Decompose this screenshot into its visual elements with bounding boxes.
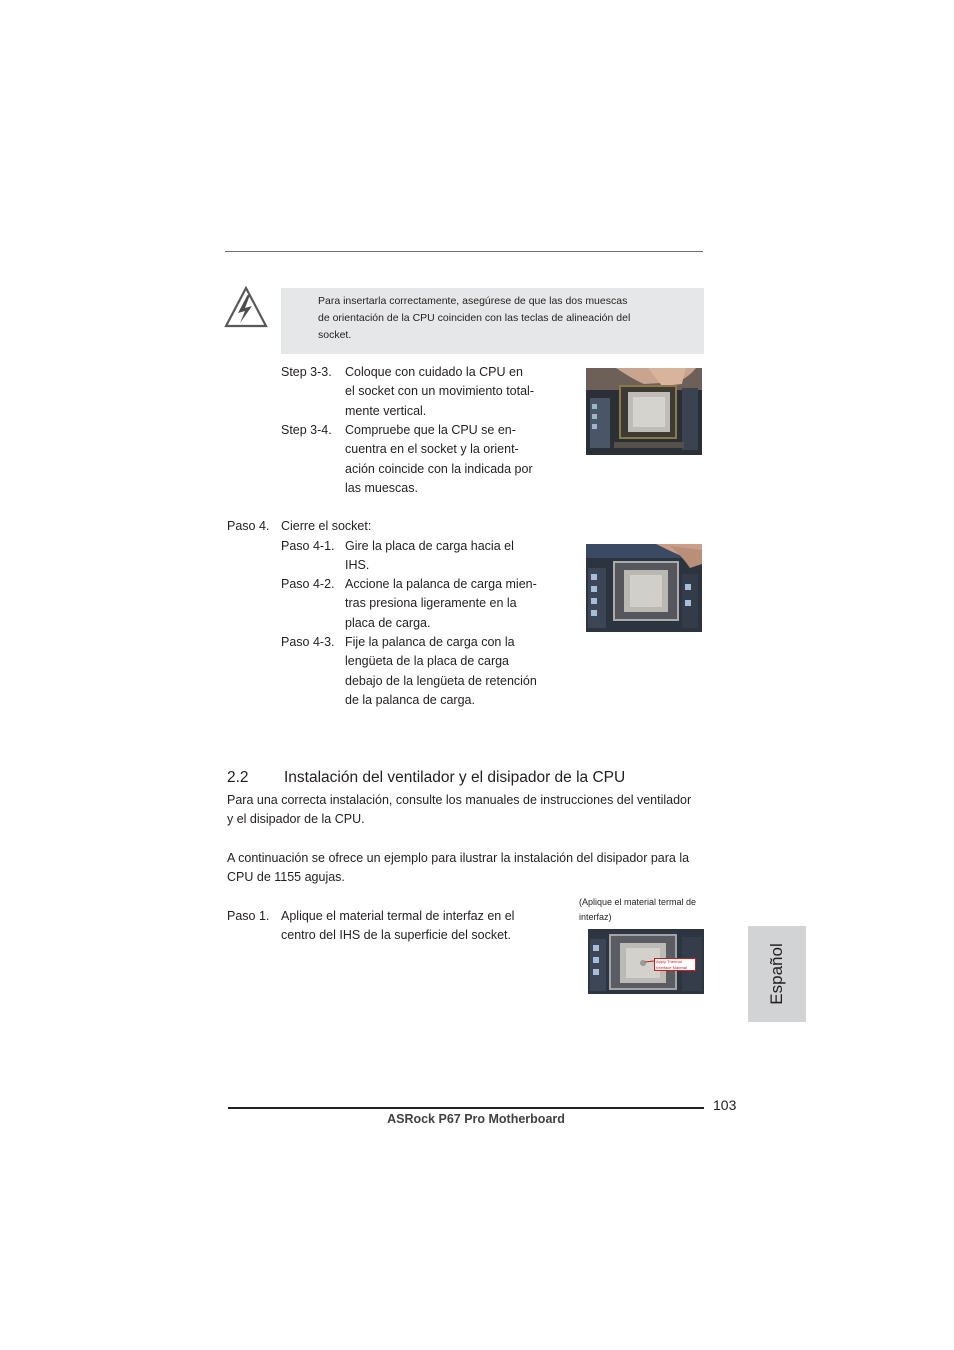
step-line: de la palanca de carga. bbox=[345, 692, 475, 707]
step-line: lengüeta de la placa de carga bbox=[345, 654, 510, 669]
step-3-3-text bbox=[345, 363, 534, 421]
paso-1-text bbox=[281, 907, 514, 946]
step-line: Aplique el material termal de interfaz en el bbox=[281, 909, 515, 923]
paso-4-label: Paso 4. bbox=[227, 519, 270, 533]
step-line: Fije la palanca de carga con la bbox=[345, 635, 515, 649]
paso-4-3-label: Paso 4-3. bbox=[281, 635, 335, 649]
paragraph-line: y el disipador de la CPU. bbox=[227, 812, 365, 827]
step-line: Accione la palanca de carga mien- bbox=[345, 577, 537, 591]
language-tab-label: Español bbox=[767, 943, 786, 1005]
socket-closing-photo bbox=[586, 544, 702, 632]
note-line: de orientación de la CPU coinciden con las teclas de alineación del bbox=[318, 312, 631, 324]
thermal-material-photo bbox=[588, 929, 704, 994]
paragraph-line: Para una correcta instalación, consulte los manuales de instrucciones del ventilador bbox=[227, 793, 692, 807]
step-line: ación coincide con la indicada por bbox=[345, 461, 533, 476]
footer-title: ASRock P67 Pro Motherboard bbox=[387, 1112, 565, 1126]
caption-line: (Aplique el material termal de bbox=[579, 897, 697, 907]
paso-4-2-label: Paso 4-2. bbox=[281, 577, 335, 591]
step-line: cuentra en el socket y la orient- bbox=[345, 442, 519, 457]
section-paragraph-2 bbox=[227, 849, 689, 888]
paso-1-label: Paso 1. bbox=[227, 909, 270, 923]
step-line: las muescas. bbox=[345, 480, 418, 495]
paragraph-line: CPU de 1155 agujas. bbox=[227, 870, 345, 885]
step-3-4-label: Step 3-4. bbox=[281, 423, 332, 437]
note-line: socket. bbox=[318, 329, 352, 341]
footer-rule bbox=[228, 1107, 704, 1109]
section-paragraph-1 bbox=[227, 791, 691, 830]
section-title: Instalación del ventilador y el disipador de la CPU bbox=[284, 769, 626, 786]
step-line: tras presiona ligeramente en la bbox=[345, 596, 517, 611]
note-text bbox=[318, 293, 698, 344]
callout-line: Apply Thermal bbox=[656, 959, 682, 964]
callout-line: Interface Material bbox=[656, 964, 687, 970]
step-line: Gire la placa de carga hacia el bbox=[345, 539, 514, 553]
paso-4-1-text bbox=[345, 537, 514, 576]
step-line: IHS. bbox=[345, 558, 370, 573]
step-line: mente vertical. bbox=[345, 403, 427, 418]
caption-line: interfaz) bbox=[579, 911, 612, 922]
thermal-label-callout bbox=[654, 958, 696, 971]
step-line: Coloque con cuidado la CPU en bbox=[345, 365, 523, 379]
step-line: el socket con un movimiento total- bbox=[345, 384, 534, 399]
warning-icon bbox=[224, 286, 268, 328]
note-line: Para insertarla correctamente, asegúrese de que las dos muescas bbox=[318, 295, 628, 307]
step-3-3-label: Step 3-3. bbox=[281, 365, 332, 379]
section-number: 2.2 bbox=[227, 769, 249, 786]
page-number: 103 bbox=[713, 1097, 737, 1113]
cpu-placement-photo bbox=[586, 368, 702, 455]
paragraph-line: A continuación se ofrece un ejemplo para ilustrar la instalación del disipador para la bbox=[227, 851, 690, 865]
paso-4-2-text bbox=[345, 575, 537, 633]
step-line: placa de carga. bbox=[345, 615, 431, 630]
step-line: Compruebe que la CPU se en- bbox=[345, 423, 516, 437]
paso-4-text: Cierre el socket: bbox=[281, 519, 372, 533]
paso-4-1-label: Paso 4-1. bbox=[281, 539, 335, 553]
paso-4-3-text bbox=[345, 633, 537, 710]
language-tab bbox=[748, 926, 806, 1022]
step-line: centro del IHS de la superficie del socket. bbox=[281, 928, 511, 943]
step-3-4-text bbox=[345, 421, 533, 498]
step-line: debajo de la lengüeta de retención bbox=[345, 673, 537, 688]
header-rule bbox=[225, 251, 703, 252]
photo-caption bbox=[579, 895, 709, 924]
